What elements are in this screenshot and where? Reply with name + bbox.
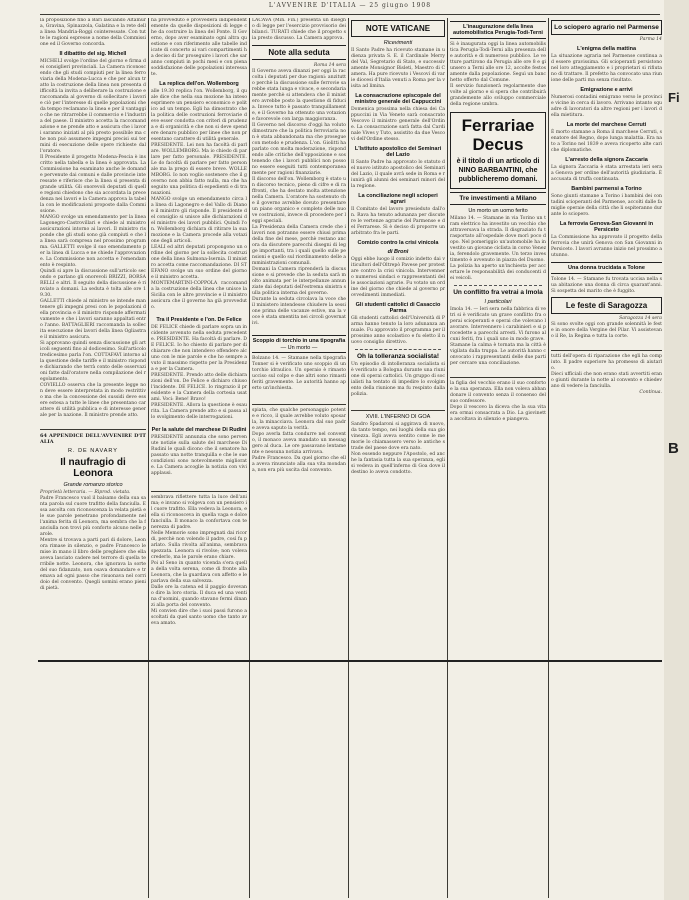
edge-letter: B: [668, 440, 679, 457]
feuilleton-title: Il naufragio di Leonora: [60, 457, 126, 479]
column-2: ha provveduto e provvederà indipendentemente da quelle disposizioni di legge che da costruire la linea del Ponte. Il Governo, dopo aver esaminato ogni altra questione e con riferimento alle tabelle indicate di concerto ai vari compartimenti ha deciso di far proseguire i lavori che saranno compiuti in pochi mesi e con piena soddisfazione delle popolazioni interessate. La replica dell'on. Wollemborg alle 19.30 replica l'on. Wollemborg, il quale dice che nella sua mozione ha inteso esprimere un pensiero economico e politico ad un tempo. Egli ha dimostrato che la politica delle costruzioni ferroviarie deve esser condotta con criteri di prudenza e di organicità e che non si deve spendere denaro pubblico per linee che non presentano carattere di utilità generale. PRESIDENTE. Lei non ha facoltà di parlare. WOLLEMBORG. Ma io chiedo di parlare per fatto personale. PRESIDENTE. Le do facoltà di parlare per fatto personale ma la prego di essere breve. WOLLEMBORG. Io non voglio sostenere che il governo non abbia fatto nulla, ma che ha seguito una politica di espedienti e di transazioni. MANGO svolge un emendamento circa la linea di Lagonegro e del Vallo di Diano e il ministro gli risponde. Il presidente del consiglio si unisce alle dichiarazioni del ministro dei lavori pubblici. Quindi l'on. Wollemborg dichiara di ritirare la sua mozione e la Camera procede alla votazione degli articoli. LEALI ed altri deputati propongono un ordine del giorno per la sollecita costruzione della linea Sulmona-Isernia. Il ministro accetta come raccomandazione. DI STEFANO svolge un suo ordine del giorno e il ministro accetta. MONTEMARTINI-COPPOLA raccomanda la costruzione della linea che unisce la Sicilia con le altre provincie e il ministro assicura che il governo ha già provveduto. Tra il Presidente e l'on. De Felice DE FELICE chiede di parlare sopra un incidente avvenuto nella seduta precedente. PRESIDENTE. Ha facoltà di parlare. DE FELICE. Io ho chiesto di parlare per dichiarare che non intendevo offendere alcuno con le mie parole e che ho sempre avuto il massimo rispetto per la Presidenza e per la Camera. PRESIDENTE. Prendo atto delle dichiarazioni dell'on. De Felice e dichiaro chiuso l'incidente. DE FELICE. Io ringrazio il presidente e la Camera della cortesia usatami. Voci: Bene! Bravo! PRESIDENTE. Allora la questione è esaurita. La Camera prende atto e si passa allo svolgimento delle interrogazioni. Per la salute del marchese Di Rudinì PRESIDENTE annunzia che sono pervenute notizie sulla salute del marchese Di Rudinì le quali dicono che il senatore ha passato una notte tranquilla e che le sue condizioni sono notevolmente migliorate. La Camera accoglie la notizia con vivi applausi. sembrava riflettere tutta la luce dell'anima; e invano si volgeva con un pensiero il cuore trafitto. Ella vedeva la Leonora, e ella si riconosceva in quella vaga e dolce fanciulla. Il monaco la confortava con tenerezza di padre. Nelle Memorie sono impregnati dai ricordi, perchè non volendo il padre, così fu parlato. Sulla rivolta all'anima, sembrava spezzata. Leonora si rivolse; non voleva crederlo, ma le parole erano chiare. Poi al Seno in quanto vicenda s'era quella della volta serena, come di fronte alla Leonora, che la guardava con affetto e le parlava della sua salvezza. Dalle ore la catena ed il paggio dovevano dire la loro storia. Il duca ed una ventina d'uomini, quando stavano fermi dinanzi alla porta del convento. Mi convien dire che i suoi passi furono ascoltati da quel santo uomo che tanto aveva amato.: [151, 18, 247, 626]
edge-letter: Fi: [668, 90, 680, 105]
article-subhead: di Bronì: [387, 249, 409, 255]
page-header: L'AVVENIRE D'ITALIA — 25 giugno 1908: [40, 2, 660, 15]
article-headline: La conciliazione negli scioperi agrari: [358, 193, 438, 205]
article-headline: Note alla seduta: [268, 48, 330, 57]
feuilleton-rights: Proprietà letteraria. — Riprod. vietata.: [40, 490, 131, 495]
column-3: LACAVA (Min. Fin.) presenta un disegno di legge per l'esercizio provvisorio dei bilanci. TURATI chiede che il progetto sia presto discusso. La Camera approva. Note alla seduta Roma 14 sera Il Governo aveva dinanzi per oggi la raccolta i deputati per due ragioni: anzitutto perchè la discussione sulle ferrovie sarebbe stata lunga e vivace, e secondariamente perchè si attendeva che il ministero avrebbe posto la questione di fiducia. Invece tutto è passato tranquillamente, e il Governo ha ottenuto una votazione favorevole con larga maggioranza. Il Governo nel discorso d'oggi ha voluto dimostrare che la politica ferroviaria non è stata abbandonata ma che prosegue con metodo e prudenza. L'on. Giolitti ha parlato con molta moderazione, rispondendo alle critiche dell'opposizione e sostenendo che i lavori pubblici non possono essere eseguiti tutti contemporaneamente per ragioni finanziarie. Il discorso dell'on. Wollemborg è stato un discorso tecnico, pieno di cifre e di raffronti, che ha destato molta attenzione nella Camera. L'oratore ha sostenuto che il governo avrebbe dovuto presentare un piano organico e completo delle nuove costruzioni, invece di procedere per leggi speciali. La Presidenza della Camera crede che i lavori non potranno essere chiusi prima della fine del mese, perchè restano ancora da discutere parecchi disegni di legge importanti, tra i quali quello sulle pensioni e quello sul riordinamento delle amministrazioni comunali. Domani la Camera riprenderà la discussione e si prevede che la seduta sarà molto animata per le interpellanze annunziate dai deputati dell'estrema sinistra sulla politica interna del governo. Durante la seduta circolava la voce che il ministero intendesse chiudere la sessione prima delle vacanze estive, ma la voce è stata smentita nei circoli governativi. Scoppio di torchio in una tipografia — Un morto — Bolzano 14. — Stamane nella tipografia Tonner si è verificato uno scoppio di un torchio idraulico. Un operaio è rimasto ucciso sul colpo e due altri sono rimasti feriti gravemente. Le autorità hanno aperto un'inchiesta. spiata, che qualche personaggio potente e ricco, il quale avrebbe voluto sposarla, la minacciava. Leonora dal suo padre aveva saputo la verità. Dopo averla fatta condurre nel convento, il monaco aveva mandato un messaggero al duca. Le ore passavano lentamente e nessuna notizia arrivava. Padre Francesco. Da quel giorno che ella aveva rinunciato alla sua vita mondana, non era più uscita dal convento.: [252, 18, 346, 473]
article-headline: Gli studenti cattolici di Casaccio Parma: [355, 302, 441, 314]
article-headline: Lo sciopero agrario nel Parmense: [554, 24, 659, 31]
feuilleton-tag: 64 APPENDICE DELL'AVVENIRE D'ITALIA: [40, 433, 146, 445]
article-headline: La consacrazione episcopale del ministro generale dei Cappuccini: [354, 93, 442, 105]
column-rule: [348, 18, 349, 898]
column-rule: [148, 18, 149, 898]
article-subhead: è il titolo di un articolo di NINO BARBANTINI, che pubblicheremo domani.: [456, 158, 540, 183]
article-subhead: Ricevimenti: [383, 40, 413, 46]
article-subhead: I particolari: [484, 299, 512, 305]
feuilleton-subtitle: Grande romanzo storico: [63, 482, 123, 488]
dateline: Roma 14 sera: [313, 63, 346, 68]
article-headline: L'enigma della mattina: [576, 46, 637, 52]
column-rule: [548, 18, 549, 898]
column-1: la proposizione fino a Bari lasciando Altamura, Gravina, Spinazzola, Galatina e la rete della linea Mandria-Roggi cointeressate. Con tutte le ragioni espresse a nome della Commissione ed il Governo concorda. Il dibattito del sig. Michell MICHELI svolge l'ordine del giorno e firma dei consiglieri provinciali. La Camera riconoscendo che gli studi compiuti per la linea ferroviaria della Modena-Lucca e che per alcun tratto la costruzione della linea non presenta difficoltà la invita a deliberare la costruzione e raccomanda al governo di sollecitare i lavori e ciò per l'interesse di quelle popolazioni che da tempo reclamano la linea e per il vantaggio che ne ritrarrebbe il commercio e l'industria del paese. Il ministro accetta la raccomandazione e ne prende atto e assicura che i lavori saranno iniziati al più presto possibile ma che non può assumere impegni precisi sui termini di esecuzione delle opere richieste dall'oratore. Il Presidente il progetto Modena-Pescia è inscritto nella tabella e la linea è approvata. La Commissione ha esaminato anche le domande pervenute dai comuni e dalle provincie interessate e riferisce che la linea si presenta di grande utilità. Gli onorevoli deputati di quelle regioni chiedono che sia accordata la precedenza nei lavori e la Camera approva la tabella con le modificazioni proposte dalla Commissione. MANGO svolge un emendamento per la linea Lagonegro-Castrovillari e chiede al ministro assicurazioni intorno ai lavori. Il ministro risponde che gli studi sono già compiuti e che la linea sarà compresa nel prossimo programma. GALLETTI svolge il suo emendamento per la linea di Lucca e ne chiede l'approvazione. La Commissione non accetta e l'emendamento è respinto. Quindi si apre la discussione sull'articolo secondo e parlano gli onorevoli BRIZZI, BORSARELLI e altri. Il seguito della discussione è rinviato a domani. La seduta è tolta alle ore 19.30. GALLETTI chiede al ministro se intende mantenere gli impegni presi con le popolazioni della provincia e il ministro risponde affermativamente e che i lavori saranno appaltati entro l'anno. BATTAGLIERI raccomanda la sollecita esecuzione dei lavori della linea Ogliastra e il ministro assicura. Si approvano quindi senza discussione gli articoli seguenti fino al dodicesimo. Sull'articolo tredicesimo parla l'on. COTTAFAVI intorno alla questione delle tariffe e il ministro risponde dichiarando che terrà conto delle osservazioni fatte dall'oratore nella compilazione del regolamento. COVIELLO osserva che la presente legge non deve essere interpretata in modo restrittivo ma che la concessione dei sussidi deve essere estesa a tutte le linee che presentano carattere di utilità pubblica e di interesse generale per la nazione. Il ministro prende atto. 64 APPENDICE DELL'AVVENIRE D'ITALIA R. DE NAVARY Il naufragio di Leonora Grande romanzo storico Proprietà letteraria. — Riprod. vietata. Padre Francesco vuol il balsamo della sua santa parola sul cuore trafitto della fanciulla. Essa ascolta con riconoscenza la velata pietà e le sue parole penetrano profondamente nell'anima ferita di Leonora, ma sembra che la fanciulla non trovi più conforto alcuno nelle parole. Mentre si trovava a parti pari di dolore, Leonora rimase in silenzio, e padre Francesco le mise in mano il libro delle preghiere che ella aveva lasciato cadere nel terrore di quella terribile notte. Leonora, che ignorava la sorte del suo fidanzato, non osava domandare e tremava ad ogni passo che risuonava nel corridoio del convento. Quegli uomini erano pieni di pietà.: [40, 18, 146, 591]
adjacent-page-edge: [664, 0, 689, 900]
article-headline: Scoppio di torchio in una tipografia: [252, 338, 346, 344]
article-headline: Tra il Presidente e l'on. De Felice: [156, 317, 242, 323]
dateline: Parma 14: [639, 37, 662, 42]
article-headline: La ferrovia Genova-San Giovanni in Persiceto: [559, 221, 654, 233]
article-headline: Bambini parmensi a Torino: [571, 186, 642, 192]
column-6: Lo sciopero agrario nel Parmense Parma 14 L'enigma della mattina La situazione agraria nel Parmense continua ad essere gravissima. Gli scioperanti persistono nel loro atteggiamento e i proprietari si rifiutano di trattare. Il prefetto ha convocato una riunione delle parti ma senza risultato. Emigrazione e arrivi Numerosi contadini emigrano verso le provincie vicine in cerca di lavoro. Arrivano intanto squadre di lavoratori da altre regioni per i lavori della mietitura. La morte del marchese Cerruti È morto stamane a Roma il marchese Cerruti, senatore del Regno, dopo lunga malattia. Era nato a Torino nel 1839 e aveva ricoperto alte cariche diplomatiche. L'arresto della signora Zaccaria La signora Zaccaria è stata arrestata ieri sera a Genova per ordine dell'autorità giudiziaria. È accusata di truffa continuata. Bambini parmensi a Torino Sono giunti stamane a Torino i bambini dei contadini scioperanti del Parmense, accolti dalle famiglie operaie della città che li ospiteranno durante lo sciopero. La ferrovia Genova-San Giovanni in Persiceto La Commissione ha approvato il progetto della ferrovia che unirà Genova con San Giovanni in Persiceto. I lavori avranno inizio nel prossimo autunno. Una donna trucidata a Tolone Tolone 14. — Stamane fu trovata uccisa nella sua abitazione una donna di circa quarant'anni. Si sospetta del marito che è fuggito. Le feste di Saragozza Saragozza 14 sera Si sono svolte oggi con grande solennità le feste in onore della Vergine del Pilar. Vi assistevano il Re, la Regina e tutta la corte. tutti dell'opera di riparazione che egli ha compiuto. Il padre superiore ha promesso di aiutarlo. Dieci ufficiali che non erano stati avvertiti erano giunti durante la notte al convento e chiedevano di vedere la fanciulla. Continua.: [551, 18, 662, 898]
article-headline: Emigrazione e arrivi: [580, 87, 633, 93]
feuilleton-author: R. DE NAVARY: [68, 448, 118, 454]
column-4: NOTE VATICANE Ricevimenti Il Santo Padre ha ricevuto stamane in udienza privata S. E. il Cardinale Merry del Val, Segretario di Stato, e successivamente Monsignor Bisleti, Maestro di Camera. Ha pure ricevuto i Vescovi di varie diocesi d'Italia venuti a Roma per la visita ad limina. La consacrazione episcopale del ministro generale dei Cappuccini Domenica prossima nella chiesa dei Cappuccini in Via Veneto sarà consacrato Vescovo il ministro generale dell'Ordine. La consacrazione sarà fatta dal Cardinale Vives y Tuto, assistito da due Vescovi dell'Ordine stesso. L'Istituto apostolico dei Seminari del Lazio Il Santo Padre ha approvato lo statuto del nuovo istituto apostolico dei Seminari del Lazio, il quale avrà sede in Roma e riunirà gli alunni dei seminari minori della regione. La conciliazione negli scioperi agrari Il Comitato del lavoro presieduto dall'on. Rava ha tenuto adunanza per discutere le vertenze agrarie del Parmense e del Ferrarese. Si è deciso di proporre un arbitrato fra le parti. Comizio contro la crisi vinicola di Bronì Oggi ebbe luogo il comizio indetto dai viticultori dell'Oltrepò Pavese per protestare contro la crisi vinicola. Intervennero numerosi sindaci e rappresentanti delle associazioni agrarie. Fu votato un ordine del giorno che chiede al governo provvedimenti immediati. Gli studenti cattolici di Casaccio Parma Gli studenti cattolici dell'Università di Parma hanno tenuto la loro adunanza annuale. Fu approvato il programma per il prossimo anno scolastico e fu eletto il nuovo consiglio direttivo. Oh la tolleranza socialista! Un episodio di intolleranza socialista si è verificato a Bologna durante una riunione di operai cattolici. Un gruppo di socialisti ha tentato di impedire lo svolgimento della riunione ma fu respinto dalla polizia. XVIII. L'INFERNO DI GOA Sandro Spadaroni si aggirava di nuovo, da tanto tempo, nei luoghi della sua giovinezza. Egli aveva sentito come le memorie lo chiamassero verso le antiche strade del paese dove era nato. Non essendo neppure l'Apostolo, ed anche la fantasia tutta la sua speranza, egli si vedeva in quell'inferno di Goa dove il destino lo aveva condotto.: [351, 18, 445, 898]
column-rule: [249, 18, 250, 898]
column-rule: [447, 18, 448, 898]
article-headline: La morte del marchese Cerruti: [566, 122, 647, 128]
article-headline: L'Istituto apostolico dei Seminari del Lazio: [354, 146, 442, 158]
article-headline: Ferrariae Decus: [461, 116, 535, 154]
continued-label: Continua.: [639, 390, 662, 395]
article-headline: Oh la tolleranza socialista!: [357, 353, 439, 360]
article-headline: Un conflitto fra vetrai a Imola: [453, 289, 543, 296]
article-headline: La replica dell'on. Wollemborg: [159, 81, 239, 87]
dateline: Saragozza 14 sera: [619, 316, 662, 321]
article-subhead: XVIII. L'INFERNO DI GOA: [365, 414, 431, 420]
article-subhead: Un morto un uomo ferito: [468, 208, 528, 214]
article-subhead: — Un morto —: [280, 345, 318, 351]
article-headline: Il dibattito del sig. Michell: [59, 51, 127, 57]
article-headline: L'inaugurazione della linea automobilistica Perugia-Todi-Terni: [453, 24, 543, 36]
column-5: L'inaugurazione della linea automobilistica Perugia-Todi-Terni Si è inaugurata oggi la linea automobilistica Perugia-Todi-Terni alla presenza delle autorità e di numeroso pubblico. Le vetture partirono da Perugia alle ore 8 e giunsero a Terni alle ore 12, accolte festosamente dalla popolazione. Seguì un banchetto offerto dal Comune. Il servizio funzionerà regolarmente due volte al giorno e si spera che contribuirà grandemente allo sviluppo commerciale della regione umbra. Ferrariae Decus è il titolo di un articolo di NINO BARBANTINI, che pubblicheremo domani. Tre investimenti a Milano Un morto un uomo ferito Milano 14. — Stamane in via Torino un tram elettrico ha investito un vecchio che attraversava la strada. Il disgraziato fu trasportato all'ospedale dove morì poco dopo. Nel pomeriggio un'automobile ha investito un giovane ciclista in corso Venezia, ferendolo gravemente. Un terzo investimento è avvenuto in piazza del Duomo. La polizia ha aperto un'inchiesta per accertare le responsabilità dei conducenti dei veicoli. Un conflitto fra vetrai a Imola I particolari Imola 14. — Ieri sera nella fabbrica di vetri si è verificato un grave conflitto fra operai scioperanti e operai che volevano lavorare. Intervennero i carabinieri e si procedette a parecchi arresti. Vi furono alcuni feriti, fra i quali uno in modo grave. Stamane la calma è tornata ma la città è vigilata dalla truppa. Le autorità hanno convocato i rappresentanti delle due parti per cercare una conciliazione. la figlia del vecchio erano il suo conforto e la sua speranza. Ella non voleva abbandonare il convento senza il consenso del suo confessore. Dopo il vescovo la diceva che la sua vita era ormai consacrata a Dio. La giovinetta ascoltava in silenzio e piangeva.: [450, 18, 546, 898]
article-headline: Una donna trucidata a Tolone: [568, 265, 645, 271]
article-headline: NOTE VATICANE: [365, 24, 431, 33]
article-headline: L'arresto della signora Zaccaria: [565, 157, 648, 163]
article-headline: Per la salute del marchese Di Rudinì: [151, 427, 247, 433]
article-headline: Tre investimenti a Milano: [459, 195, 537, 202]
article-headline: Comizio contro la crisi vinicola: [357, 240, 439, 246]
article-headline: Le feste di Saragozza: [565, 301, 648, 310]
